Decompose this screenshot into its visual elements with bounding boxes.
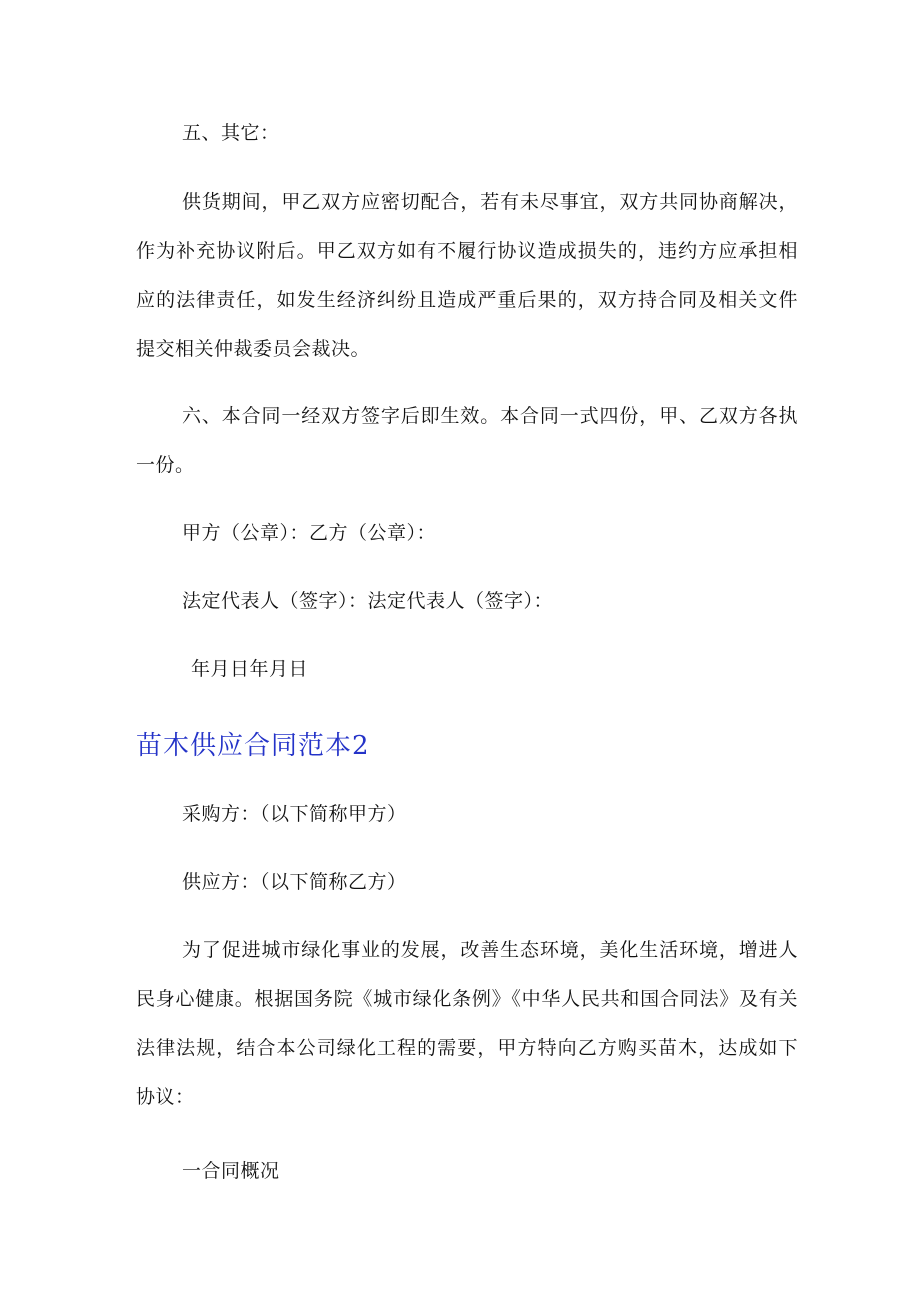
section5-body: 供货期间，甲乙双方应密切配合，若有未尽事宜，双方共同协商解决，作为补充协议附后。甲乙双方如有不履行协议造成损失的，违约方应承担相应的法律责任，如发生经济纠纷且造成严重后果的，双方持合同及相关文件提交相关仲裁委员会裁决。 bbox=[136, 191, 798, 360]
seal-line: 甲方（公章）：乙方（公章）： bbox=[182, 522, 437, 544]
contract2-title: 苗木供应合同范本2 bbox=[136, 731, 370, 761]
section6-body: 六、本合同一经双方签字后即生效。本合同一式四份，甲、乙双方各执一份。 bbox=[136, 405, 798, 476]
buyer-line: 采购方：（以下简称甲方） bbox=[182, 803, 407, 825]
supplier-line: 供应方：（以下简称乙方） bbox=[182, 871, 407, 893]
section5-title: 五、其它： bbox=[182, 122, 280, 144]
intro-body: 为了促进城市绿化事业的发展，改善生态环境，美化生活环境，增进人民身心健康。根据国务院《城市绿化条例》《中华人民共和国合同法》及有关法律法规，结合本公司绿化工程的需要，甲方特向乙方购买苗木，达成如下协议： bbox=[136, 939, 798, 1108]
clause1-title: 一合同概况 bbox=[182, 1160, 280, 1182]
representative-line: 法定代表人（签字）：法定代表人（签字）： bbox=[182, 590, 554, 612]
date-line: 年月日年月日 bbox=[191, 658, 309, 680]
